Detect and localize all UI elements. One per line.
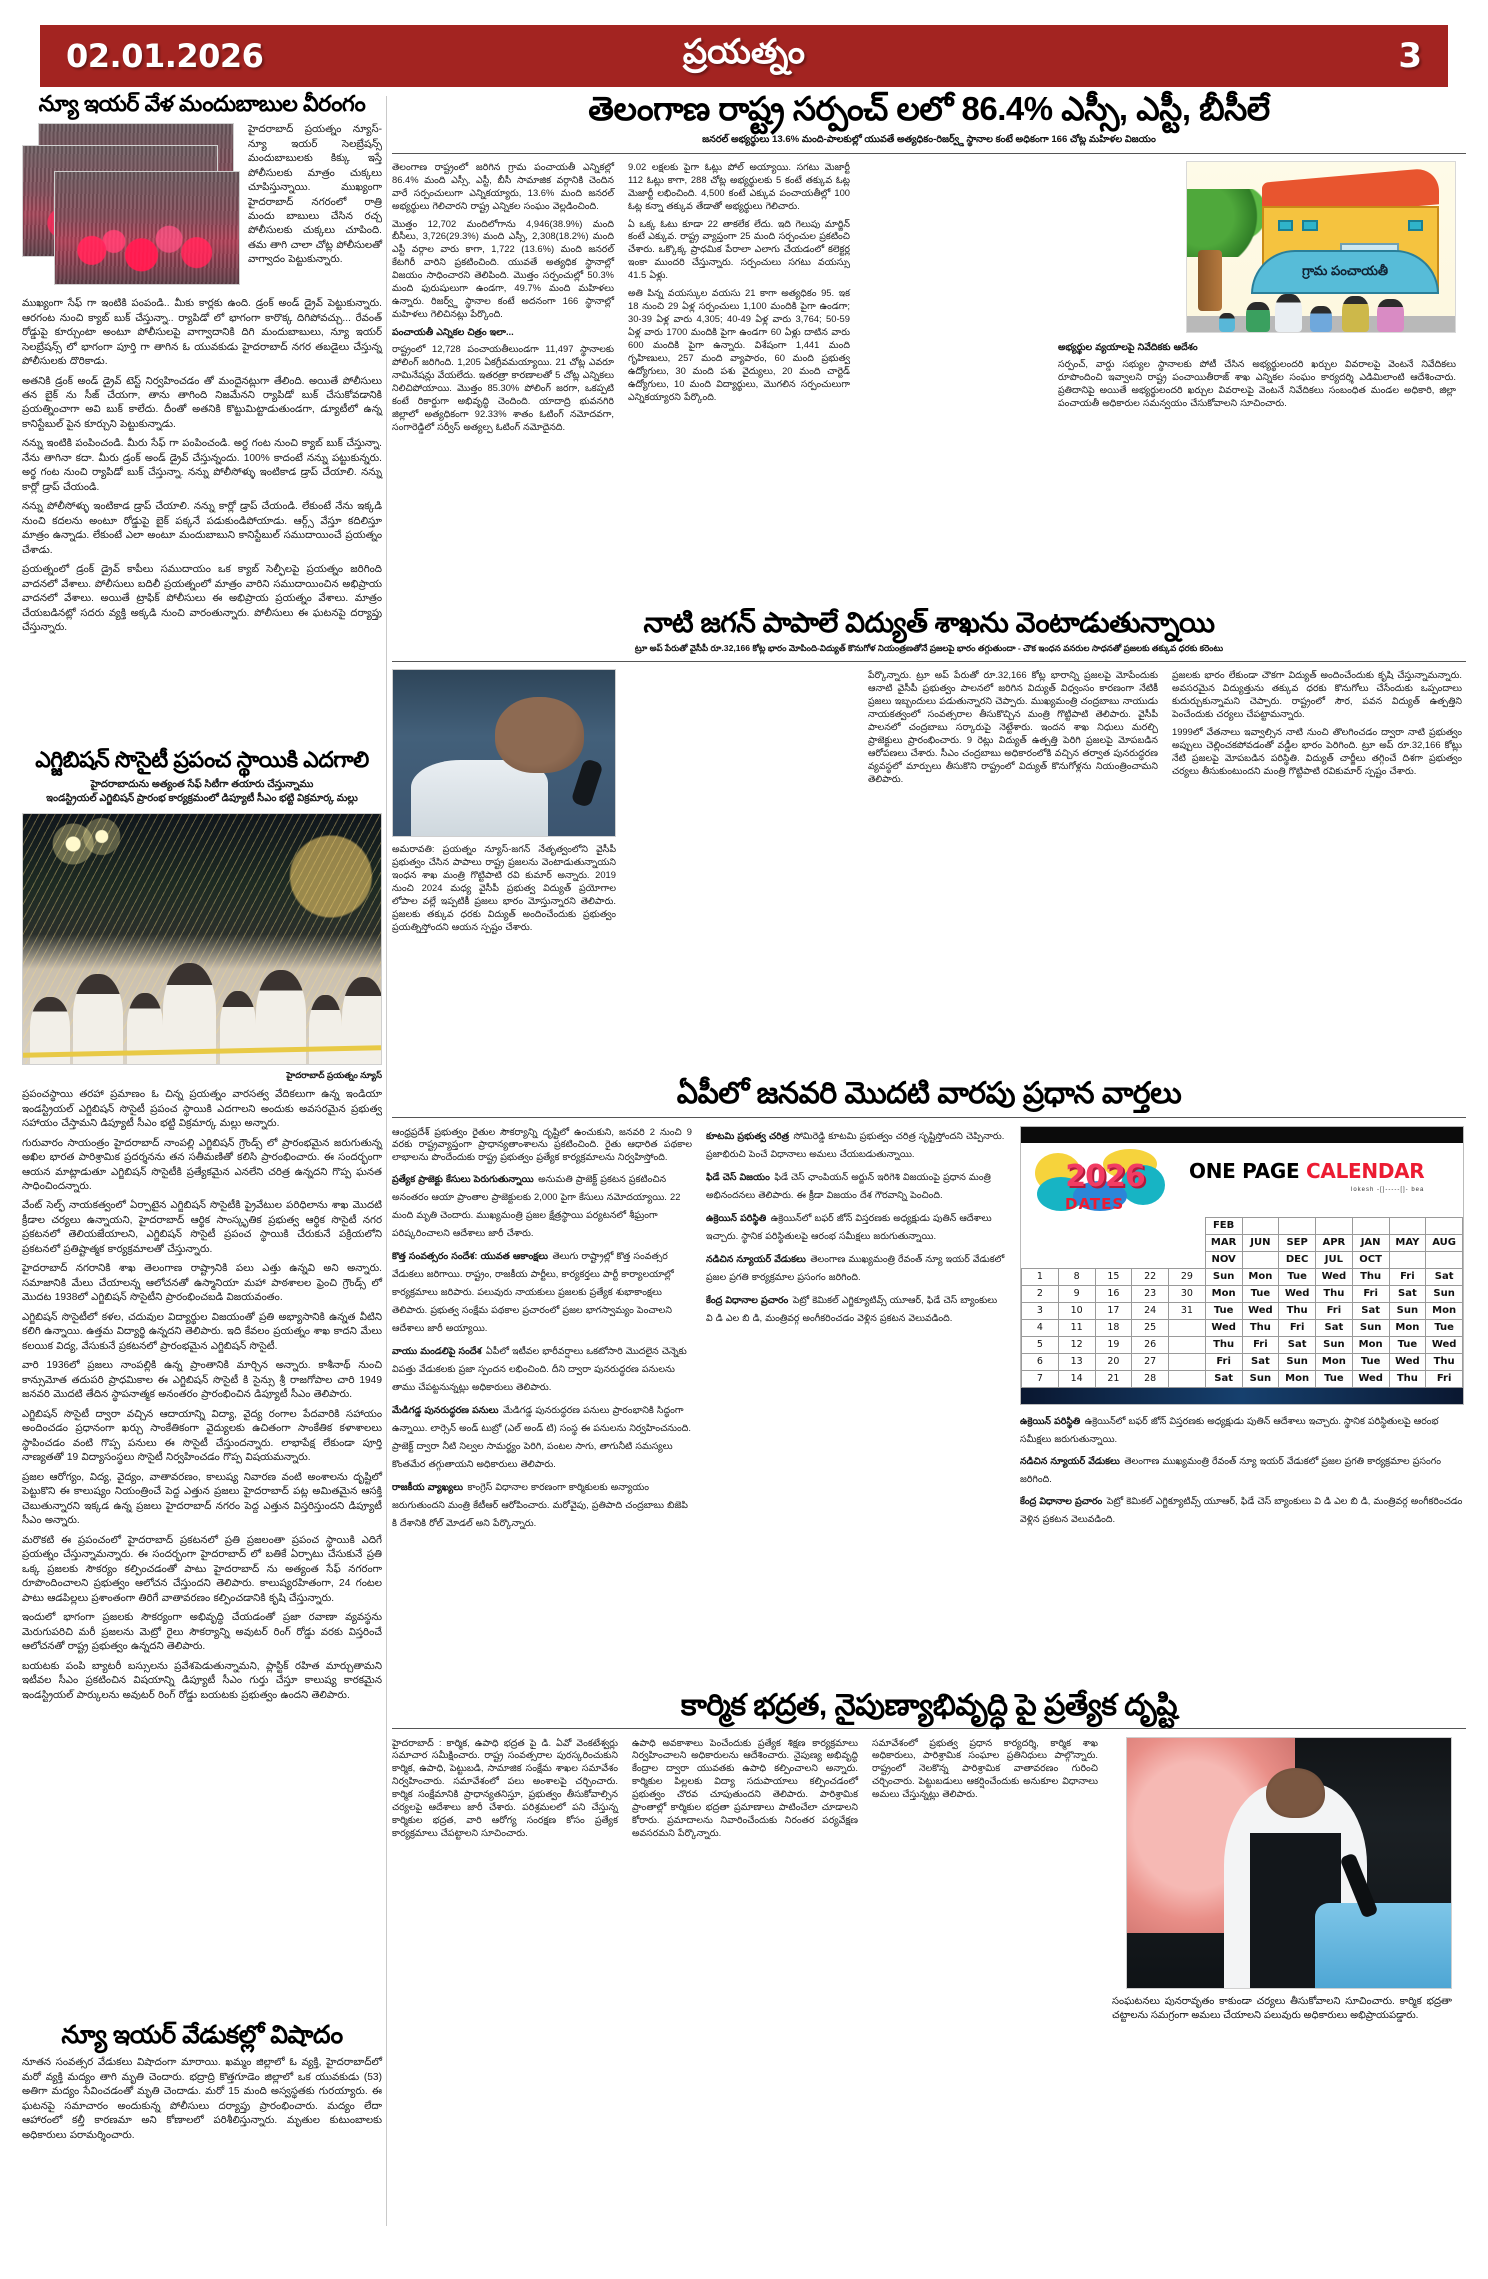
calendar-month: AUG: [1426, 1234, 1463, 1251]
exhibition-body-9: మరొకటి ఈ ప్రపంచంలో హైదరాబాద్ ప్రకటనలో ప్రతి ప్రజలంతా ప్రపంచ స్థాయికి ఎదిగే ప్రయత్నం చేస్తున్నామన్నారు. ఈ సందర్భంగా హైదరాబాద్ లో బతికే ఏర్పాటు చేసుకునే ప్రతి ఒక్క ప్రజలకు సౌకర్యం కల్పించడంతో పాటు హైదరాబాద్ ను అత్యంత సేఫ్ నగరంగా రూపొందించాలని ప్రభుత్వం ఆలోచన చేస్తుందని తెలిపారు. కాలుష్యరహితంగా, 24 గంటల పాటు ఆడపిల్లలు ప్రశాంతంగా తిరిగే వాతావరణం కల్పించడానికి కృషి చేస్తున్నారు.: [22, 1534, 382, 1604]
calendar-date: 23: [1132, 1285, 1169, 1302]
one-page-calendar: [1020, 1126, 1464, 1405]
calendar-date: 1: [1022, 1268, 1059, 1285]
crowd-photo-front: [54, 171, 240, 285]
calendar-weekday: Tue: [1389, 1336, 1426, 1353]
labour-col-1: హైదరాబాద్ : కార్మిక, ఉపాధి భద్రత పై డి. ఏవో వెంకటేశ్వర్లు సమాచార సమీక్షించారు. రాష్ట్ర సంవత్సరాల పురస్కరించుకుని కార్మిక, ఉపాధి, పెట్టుబడి, సామాజిక సంక్షేమ శాఖల సమావేశం నిర్వహించారు. సమావేశంలో పలు అంశాలపై చర్చించారు. కార్మిక సంక్షేమానికి ప్రాధాన్యతనిస్తూ, ప్రభుత్వం తీసుకోవాల్సిన చర్యలపై ఆదేశాలు జారీ చేశారు. పరిశ్రమలలో పని చేస్తున్న కార్మికుల భద్రత, వారి ఆరోగ్య సంరక్షణ కోసం ప్రత్యేక కార్యక్రమాలు చేపట్టాలని సూచించారు.: [392, 1736, 618, 1839]
calendar-weekday: Tue: [1316, 1370, 1353, 1387]
calendar-date: [1169, 1353, 1206, 1370]
ap-news-item-label: కూటమి ప్రభుత్వ చరిత్ర: [706, 1129, 789, 1141]
calendar-month: [1316, 1217, 1353, 1234]
calendar-weekday: Sat: [1352, 1302, 1389, 1319]
calendar-row: [1022, 1285, 1463, 1302]
ap-news-item-text: మేడిగడ్డ పునరుద్ధరణ పనులు ప్రారంభానికి సిద్ధంగా ఉన్నాయి. లార్సెన్ అండ్ టుబ్రో (ఎల్ అండ్ టి) సంస్థ ఈ పనులను నిర్వహించనుంది. ప్రాజెక్ట్ ద్వారా నీటి నిల్వల సామర్థ్యం పెరిగి, పంటల సాగు, తాగునీటి సమస్యలు కొంతమేర తగ్గుతాయని అధికారులు తెలిపారు.: [392, 1404, 692, 1470]
ap-news-item: [392, 1400, 692, 1472]
article-jagan-power: [392, 608, 1466, 934]
sarpanch-col2-p3: అతి పిన్న వయస్కుల వయసు 21 కాగా అత్యధికం 95. ఇక 18 నుంచి 29 ఏళ్ల సర్పంచులు 1,100 మందికి పైగా ఉండగా; 30-39 ఏళ్ల వారు 4,305; 40-49 ఏళ్ల వారు 3,764; 50-59 ఏళ్ల వారు 1700 మందికి పైగా ఉండగా 60 ఏళ్లు దాటిన వారు 600 మందికి పైగా ఉన్నారు. విశేషంగా 1,441 మంది గృహిణులు, 257 మంది వ్యాపారం, 60 మంది ప్రభుత్వ ఉద్యోగులు, 30 మంది పశు వైద్యులు, 20 మంది చార్టెడ్ ఉద్యోగులు, 10 మంది విద్యార్థులు, మొగలిన సర్పంచులుగా ఎన్నికయ్యారని పేర్కొంది.: [628, 287, 850, 403]
calendar-weekday: Tue: [1279, 1268, 1316, 1285]
sarpanch-col2-p1: 9.02 లక్షలకు పైగా ఓట్లు పోల్ అయ్యాయి. సగటు మెజార్టీ 112 ఓట్లు కాగా, 288 చోట్ల అభ్యర్థులకు 5 కంటే తక్కువ ఓట్ల మెజార్టీ లభించింది. 4,500 కంటే ఎక్కువ పంచాయతీల్లో 100 ఓట్ల కన్నా తక్కువ తేడాతో అభ్యర్థులు గెలిచారు.: [628, 160, 850, 211]
calendar-date: 14: [1058, 1370, 1095, 1387]
sarpanch-col1-p4: రాష్ట్రంలో 12,728 పంచాయతీలుండగా 11,497 స్థానాలకు పోలింగ్ జరిగింది. 1,205 ఏకగ్రీవమయ్యాయి. 21 చోట్ల ఎవరూ నామినేషన్లు వేయలేదు. ఇతరత్రా కారణాలతో 5 చోట్ల ఎన్నికలు నిలిచిపోయాయి. మొత్తం 85.30% పోలింగ్ జరగా, ఒకప్పటి కంటే రికార్డుగా అభివృద్ధి చెందింది. యాదాద్రి భువనగిరి జిల్లాలో అత్యధికంగా 92.33% శాతం ఓటింగ్ నమోదవగా, సంగారెడ్డిలో సర్వీస్ అత్యల్ప ఓటింగ్ నమోదైనది.: [392, 343, 614, 433]
calendar-weekday: Sun: [1426, 1285, 1463, 1302]
calendar-top-bar: [1021, 1127, 1463, 1143]
calendar-date: 5: [1022, 1336, 1059, 1353]
exhibition-dateline: హైదరాబాద్ ప్రయత్నం న్యూస్: [286, 1070, 382, 1081]
calendar-title-black: ONE PAGE: [1189, 1158, 1307, 1183]
calendar-weekday: Mon: [1205, 1285, 1242, 1302]
exhibition-body-7: ఎగ్జిబిషన్ సొసైటీ ద్వారా వచ్చిన ఆదాయాన్ని విద్యా, వైద్య రంగాల పేదవారికి సహాయం అందించడం ప్రధానంగా ఖర్చు సాంకేతికంగా వైద్యులకు ఉచితంగా సాంకేతిక కళాశాలలు స్థాపించడం వంటి గొప్ప పనులు ఈ సొసైటీ చేస్తుందన్నారు. లాభాపేక్ష లేకుండా పూర్తి నాణ్యతతో 19 విద్యాసంస్థలు సొసైటీ నిర్వహించడం గొప్ప విషయమన్నారు.: [22, 1408, 382, 1464]
exhibition-sub-1: హైదరాబాదును అత్యంత సేఫ్ సిటీగా తయారు చేస్తున్నాము: [90, 779, 314, 791]
panchayat-sign-text: గ్రామ పంచాయతీ: [1302, 262, 1389, 278]
calendar-month: [1242, 1217, 1279, 1234]
labour-rule: [392, 1728, 1466, 1729]
exhibition-sub-2: ఇండస్ట్రియల్ ఎగ్జిబిషన్ ప్రారంభ కార్యక్రమంలో డిప్యూటీ సీఎం భట్టి విక్రమార్క మల్లు: [46, 792, 358, 804]
calendar-weekday: Fri: [1242, 1336, 1279, 1353]
ap-news-item-label: ప్రత్యేక ప్రాజెక్టు కేసులు పెరుగుతున్నాయి: [392, 1173, 534, 1185]
exhibition-body-4: హైదరాబాద్ నగరానికి శాఖ తెలంగాణ రాష్ట్రానికి పలు ఎత్తు ఉన్నవి అని అన్నారు. సమాజానికి మేలు చేయాలన్న ఆలోచనతో ఉస్మానియా మహా పాఠశాలల ఫ్రెంచి గ్రౌండ్స్ లో మొదట 1938లో ఎగ్జిబిషన్ సొసైటీని ప్రారంభించబడి విజయవంతం.: [22, 1263, 382, 1304]
ap-news-item-text: అనుమతి ప్రాజెక్ట్ ప్రకటన ప్రకటించిన అనంతరం ఆయా ప్రాంతాల ప్రాజెక్టులకు 2,000 పైగా కేసులు నమోదయ్యాయి. 22 మంది మృతి చెందారు. ముఖ్యమంత్రి ప్రజల క్షేత్రస్థాయి పర్యటనలో శీఘ్రంగా పరిష్కరించాలని ఆదేశాలు జారీ చేశారు.: [392, 1173, 681, 1239]
calendar-month: JUL: [1316, 1251, 1353, 1268]
calendar-date: 7: [1022, 1370, 1059, 1387]
ap-news-item-label: నడిచిన న్యూయర్ వేడుకలు: [1020, 1454, 1120, 1466]
ap-news-item-text: తెలంగాణ ముఖ్యమంత్రి రేవంత్ న్యూ ఇయర్ వేడుకలో ప్రజల ప్రగతి కార్యక్రమాల ప్రసంగం జరిగింది.: [706, 1252, 1005, 1282]
jagan-left-body: అమరావతి: ప్రయత్నం న్యూస్-జగన్ నేతృత్వంలోని వైసీపీ ప్రభుత్వం చేసిన పాపాలు రాష్ట్ర ప్రజలను వెంటాడుతున్నాయని ఇంధన శాఖ మంత్రి గొట్టిపాటి రవి కుమార్ అన్నారు. 2019 నుంచి 2024 మధ్య వైసీపీ ప్రభుత్వ విద్యుత్ ప్రయోగాల లోపాల వల్లే ఇప్పటికీ ప్రజలు భారం మోస్తున్నారని తెలిపారు. ప్రజలకు తక్కువ ధరకు విద్యుత్ అందించేందుకు ప్రభుత్వం ప్రయత్నిస్తోందని ఆయన స్పష్టం చేశారు.: [392, 843, 616, 933]
calendar-weekday: Wed: [1205, 1319, 1242, 1336]
exhibition-body-3: వేంట్ సెల్ఫ్ నాయకత్వంలో ఏర్పాటైన ఎగ్జిబిషన్ సొసైటీకి ప్రైవేటుల పరిధిలాను శాఖ మొదటి క్రీడాల చర్యలు ఉన్నాయని, హైదరాబాద్ ఆర్థిక సాంస్కృతిక ప్రభుత్వ ఆర్థిక సొసైటీ నగర ప్రకటనలో తెలియజేయాలని, ఎగ్జిబిషన్ సొసైటీ ప్రపంచ స్థాయికి చేరుకునే పక్రియలోని ప్రకటనలో ప్రతిష్టాత్మక కార్యక్రమాలతో చేస్తున్నారు.: [22, 1200, 382, 1255]
ap-news-item-text: ఫిడే చెస్ ఛాంపియన్ అర్జున్ ఇరిగెశి విజయంపై ప్రధాన మంత్రి అభినందనలు తెలిపారు. ఈ క్రీడా విజయం దేశ గౌరవాన్ని పెంచింది.: [706, 1170, 991, 1200]
cartoon-people: [1187, 274, 1455, 332]
calendar-month: JAN: [1352, 1234, 1389, 1251]
ap-news-item-text: తెలంగాణ ముఖ్యమంత్రి రేవంత్ న్యూ ఇయర్ వేడుకలో ప్రజల ప్రగతి కార్యక్రమాల ప్రసంగం జరిగింది.: [1020, 1454, 1441, 1484]
calendar-month: NOV: [1205, 1251, 1242, 1268]
calendar-weekday: Fri: [1426, 1370, 1463, 1387]
calendar-date: 2: [1022, 1285, 1059, 1302]
calendar-bottom-bar: [1021, 1388, 1463, 1404]
article-ap-news: [392, 1078, 1466, 1531]
calendar-date: 26: [1132, 1336, 1169, 1353]
ap-news-item-text: పెట్రో కెమికల్ ఎగ్జిక్యూటివ్స్ యూఆర్, ఫిడే చెస్ బ్యాంకులు వి డి ఎల బి డి, మంత్రివర్గ అంగీకరించడం వెళ్లిన ప్రకటన వెలువడింది.: [1020, 1494, 1463, 1524]
ap-news-item-label: ఫిడే చెస్ విజయం: [706, 1170, 770, 1182]
calendar-date: 10: [1058, 1302, 1095, 1319]
calendar-date: 13: [1058, 1353, 1095, 1370]
calendar-weekday: Mon: [1279, 1370, 1316, 1387]
sarpanch-col1-p3: పంచాయతీ ఎన్నికల చిత్రం ఇలా...: [392, 326, 514, 338]
calendar-weekday: Wed: [1316, 1268, 1353, 1285]
calendar-date: 22: [1132, 1268, 1169, 1285]
calendar-weekday: Wed: [1242, 1302, 1279, 1319]
calendar-weekday: Wed: [1426, 1336, 1463, 1353]
calendar-date: 12: [1058, 1336, 1095, 1353]
calendar-table: [1021, 1217, 1463, 1388]
exhibition-body-6: వారి 1936లో ప్రజలు నాంపల్లికి ఉన్న ప్రాంతానికి మార్చిన అన్నారు. కాశీనాథ్ నుంచి కాన్సుమోత తదుపరి ప్రాధమికాల ఈ ఎగ్జిబిషన్ సొసైటీ కి సైన్సు శ్రీ రాజగోపాల చారి 1949 జనవరి మొదటి తేదిన స్థాపనాత్మక అనంతరం ప్రారంభించిన డిప్యూటీ సీఎం తెలిపారు.: [22, 1360, 382, 1401]
ap-news-item-label: వాయు మండలిపై సందేశ: [392, 1345, 482, 1357]
ap-news-item-text: సోమిరెడ్డి కూటమి ప్రభుత్వం చరిత్ర సృష్టిస్తోందని చెప్పినారు. ప్రజాభిరుచి పెంచే విధానాలు అమలు చేయబడుతున్నాయి.: [706, 1129, 1005, 1159]
calendar-weekday: Fri: [1352, 1285, 1389, 1302]
jagan-power-kicker: ట్రూ అప్ పేరుతో వైసీపీ రూ.32,166 కోట్ల భారం మోపింది-విద్యుత్ కొనుగోళ నియంత్రణతోనే ప్రజలపై భారం తగ్గుతుందా - చౌక ఇంధన వనరుల సాధనతో ప్రజలకు తక్కువ ధరకు కరెంటు: [634, 643, 1224, 654]
new-year-drunk-body-1: హైదరాబాద్ ప్రయత్నం న్యూస్-న్యూ ఇయర్ సెలబ్రేషన్స్ మందుబాబులకు కిక్కు ఇస్తే పోలీసులకు మాత్రం చుక్కలు చూపిస్తున్నాయి. ముఖ్యంగా హైదరాబాద్ నగరంలో రాత్రి మందు బాబులు చేసిన రచ్చ పోలీసులకు చుక్కలు చూపింది. తమ తాగి చాలా చోట్ల పోలీసులతో వాగ్వాదం పెట్టుకున్నారు.: [248, 124, 383, 266]
column-divider-left: [386, 96, 387, 2226]
calendar-weekday: Thu: [1352, 1268, 1389, 1285]
ap-news-headline: ఏపీలో జనవరి మొదటి వారపు ప్రధాన వార్తలు: [676, 1077, 1182, 1110]
exhibition-photo: [22, 813, 382, 1065]
article-exhibition: [22, 748, 382, 1703]
masthead: [40, 25, 1448, 87]
calendar-header: [1021, 1143, 1463, 1217]
minister-photo-caption: సంఘటనలు పునరావృతం కాకుండా చర్యలు తీసుకోవాలని సూచించారు. కార్మిక భద్రతా చట్టాలను సమగ్రంగా అమలు చేయాలని పలువురు అధికారులు అభిప్రాయపడ్డారు.: [1112, 1995, 1452, 2021]
calendar-weekday: Thu: [1279, 1302, 1316, 1319]
calendar-weekday: Sat: [1389, 1285, 1426, 1302]
calendar-month: DEC: [1279, 1251, 1316, 1268]
calendar-weekday: Wed: [1389, 1353, 1426, 1370]
ap-news-item: [706, 1249, 1006, 1285]
ap-news-item: [392, 1169, 692, 1241]
calendar-weekday: Tue: [1426, 1319, 1463, 1336]
ap-news-item-text: తెలుగు రాష్ట్రాల్లో కొత్త సంవత్సర వేడుకలు జరిగాయి. రాష్ట్రం, రాజకీయ పార్టీలు, కార్యకర్తలు పార్టీ కార్యాలయాల్లో కార్యక్రమాలు జరిపారు. పలువురు నాయకులు ప్రజలకు ప్రత్యేక శుభాకాంక్షలు తెలిపారు. ప్రభుత్వ సంక్షేమ పథకాల ప్రచారంలో ప్రజల భాగస్వామ్యం పెంచాలని ఆదేశాలు జారీ అయ్యాయి.: [392, 1250, 674, 1334]
calendar-month: [1426, 1251, 1463, 1268]
calendar-weekday: Thu: [1242, 1319, 1279, 1336]
calendar-weekday: Sat: [1205, 1370, 1242, 1387]
calendar-month: APR: [1316, 1234, 1353, 1251]
sarpanch-col3-p2: సర్పంచ్, వార్డు సభ్యుల స్థానాలకు పోటీ చేసిన అభ్యర్థులందరి ఖర్చుల వివరాలపై వెంటనే నివేదికలు రూపొందించి ఇవ్వాలని రాష్ట్ర పంచాయితీరాజ్ శాఖ ఎన్నికల సంఘం కార్యదర్శి ఎడిమిలాంటి ఆదేశించారు. ప్రతిదానిపై అయితే అభ్యర్థులందరి ఖర్చుల వివరాలపై వెంటనే నివేదికలు సంబంధిత మండల అధికారి, జిల్లా పంచాయతీ అధికారుల సమన్వయం చేసుకోవాలని సూచించారు.: [1058, 357, 1456, 408]
calendar-month: JUN: [1242, 1234, 1279, 1251]
new-year-drunk-body-5: నన్ను పోలీసోళ్ళు ఇంటికాడ డ్రాప్ చేయాలి. నన్ను కార్లో డ్రాప్ చేయండి. లేకుంటే నేను ఇక్కడి నుంచి కదలను అంటూ రోడ్డుపై బైక్ పక్కనే పడుకుండిపోయాడు. ఆర్గ్స్ వేస్తూ కదిలిస్తూ మాత్రం ఉన్నాడు. లేకుంటే ఎలా అంటూ మందుబాబుని కానిస్టేబుల్ సముదాయించే ప్రయత్నం చేశాడు.: [22, 501, 382, 556]
calendar-date: 27: [1132, 1353, 1169, 1370]
calendar-weekday: Fri: [1389, 1268, 1426, 1285]
calendar-date: 19: [1095, 1336, 1132, 1353]
calendar-weekday: Thu: [1389, 1370, 1426, 1387]
calendar-date: 25: [1132, 1319, 1169, 1336]
minister-photo: [1126, 1737, 1452, 1989]
calendar-month-row-3: [1022, 1251, 1463, 1268]
calendar-note: lokesh -[]-----[]- bea: [1351, 1186, 1425, 1193]
ap-news-item-label: ఉక్రెయిన్ పరిస్థితి: [706, 1211, 767, 1223]
calendar-month-row-2: [1022, 1234, 1463, 1251]
calendar-row: [1022, 1302, 1463, 1319]
calendar-weekday: Mon: [1242, 1268, 1279, 1285]
panchayat-cartoon: [1186, 161, 1456, 333]
calendar-row: [1022, 1336, 1463, 1353]
calendar-title: [1189, 1159, 1424, 1183]
calendar-weekday: Wed: [1352, 1370, 1389, 1387]
ap-news-item-label: మేడిగడ్డ పునరుద్ధరణ పనులు: [392, 1404, 499, 1416]
ap-news-item-text: ఉక్రెయిన్‌లో బఫర్ జోన్ విస్తరణకు అధ్యక్షుడు పుతిన్ ఆదేశాలు ఇచ్చారు. స్థానిక పరిస్థితులపై ఆరంభ సమీక్షలు జరుగుతున్నాయి.: [1020, 1414, 1439, 1444]
calendar-row: [1022, 1353, 1463, 1370]
calendar-weekday: Fri: [1316, 1302, 1353, 1319]
calendar-row: [1022, 1370, 1463, 1387]
masthead-date: 02.01.2026: [66, 37, 264, 75]
article-labour-safety: [392, 1690, 1466, 2023]
new-year-photo-stack: [22, 123, 240, 291]
calendar-weekday: Mon: [1316, 1353, 1353, 1370]
calendar-month: MAY: [1389, 1234, 1426, 1251]
calendar-weekday: Sun: [1242, 1370, 1279, 1387]
calendar-weekday: Sun: [1352, 1319, 1389, 1336]
calendar-weekday: Mon: [1389, 1319, 1426, 1336]
new-year-drunk-body-3: అతనికి డ్రంక్ అండ్ డ్రైవ్ టెస్ట్ నిర్వహించడం తో మందైనట్లుగా తేలింది. అయితే పోలీసులు తన బైక్ ను సీజ్ చేయగా, తాను తాగింది నిజమేనని ర్యాపిడో బుక్ చేసుకోవడానికి ప్రయత్నించాగా అవి బుక్ కాలేదు. దీంతో అతనికి కొట్టుమిట్టాడుతుండగా, డ్యూటీలో ఉన్న కానిస్టేబుల్ పైన కూర్చుని పెట్టుకున్నాడు.: [22, 375, 382, 430]
ap-news-item-text: ఉక్రెయిన్‌లో బఫర్ జోన్ విస్తరణకు అధ్యక్షుడు పుతిన్ ఆదేశాలు ఇచ్చారు. స్థానిక పరిస్థితులపై ఆరంభ సమీక్షలు జరుగుతున్నాయి.: [706, 1211, 992, 1241]
ap-news-item: [706, 1126, 1006, 1162]
calendar-date: 16: [1095, 1285, 1132, 1302]
exhibition-body-8: ప్రజల ఆరోగ్యం, విద్య, వైద్యం, వాతావరణం, కాలుష్య నివారణ వంటి అంశాలను దృష్టిలో పెట్టుకొని ఈ కాలుష్యం నియంత్రించే పెద్ద ఎత్తున ప్రజలు హైదరాబాద్ పట్ల అమితమైన ఆసక్తి చెబుతున్నారని ఇక్కడ ఉన్న ప్రజలు హైదరాబాద్ నగరం పెద్ద ఎత్తున విస్తరిస్తుందని డిప్యూటీ సీఎం అన్నారు.: [22, 1471, 382, 1527]
new-year-sorrow-body: నూతన సంవత్సర వేడుకలు విషాదంగా మారాయి. ఖమ్మం జిల్లాలో ఓ వ్యక్తి, హైదరాబాద్‌లో మరో వ్యక్తి మద్యం తాగి మృతి చెందారు. భద్రాద్రి కొత్తగూడెం జిల్లాలో ఒక యువకుడు (53) అతిగా మద్యం సేవించడంతో మృతి చెందాడు. మరో 15 మంది అస్వస్థతకు గురయ్యారు. ఈ ఘటనపై సమాచారం అందుకున్న పోలీసులు దర్యాప్తు ప్రారంభించారు. మద్యం లేదా ఆహారంలో కల్తీ కారణమా అని కోణాలలో పరిశీలిస్తున్నారు. మృతుల కుటుంబాలకు అధికారులు పరామర్శించారు.: [22, 2057, 382, 2141]
calendar-month: [1242, 1251, 1279, 1268]
calendar-month-row-1: [1022, 1217, 1463, 1234]
ap-news-item: [392, 1477, 692, 1531]
ap-news-item: [706, 1290, 1006, 1326]
calendar-weekday: Tue: [1352, 1353, 1389, 1370]
exhibition-headline: ఎగ్జిబిషన్ సొసైటీ ప్రపంచ స్థాయికి ఎదగాలి: [35, 747, 369, 772]
calendar-row: [1022, 1268, 1463, 1285]
jagan-more-1: ప్రజలకు భారం లేకుండా చౌకగా విద్యుత్ అందించేందుకు కృషి చేస్తున్నామన్నారు. అవసరమైన విద్యుత్తును తక్కువ ధరకు కొనుగోలు చేసేందుకు ఒప్పందాలు కుదుర్చుకున్నామని చెప్పారు. రాష్ట్రంలో సౌర, పవన విద్యుత్ ఉత్పత్తిని పెంచేందుకు చర్యలు చేపట్టామన్నారు.: [1172, 669, 1462, 720]
calendar-weekday: Tue: [1242, 1285, 1279, 1302]
calendar-month: FEB: [1205, 1217, 1242, 1234]
ap-news-item-text: కాంగ్రెస్ విధానాల కారణంగా కార్మికులకు అన్యాయం జరుగుతుందని మంత్రి కేటీఆర్ ఆరోపించారు. మరోవైపు, ప్రతిపాది చంద్రబాబు బిజెపి కి దేశానికి రోల్ మోడల్ అని పేర్కొన్నారు.: [392, 1481, 688, 1529]
ap-news-item: [392, 1341, 692, 1395]
new-year-sorrow-headline: న్యూ ఇయర్ వేడుకల్లో విషాదం: [61, 2021, 343, 2049]
labour-col-2: ఉపాధి అవకాశాలు పెంచేందుకు ప్రత్యేక శిక్షణ కార్యక్రమాలు నిర్వహించాలని అధికారులను ఆదేశించారు. నైపుణ్య అభివృద్ధి కేంద్రాల ద్వారా యువతకు ఉపాధి కల్పించాలని అన్నారు. కార్మికుల పిల్లలకు విద్యా సదుపాయాలు కల్పించడంలో ప్రభుత్వం చొరవ చూపుతుందని తెలిపారు. పారిశ్రామిక ప్రాంతాల్లో కార్మికుల భద్రతా ప్రమాణాలు పాటించేలా చూడాలని కోరారు. ప్రమాదాలను నివారించేందుకు నిరంతర పర్యవేక్షణ అవసరమని పేర్కొన్నారు.: [632, 1736, 858, 1839]
calendar-weekday: Sun: [1389, 1302, 1426, 1319]
ap-news-item-label: కేంద్ర విధానాల ప్రచారం: [1020, 1494, 1103, 1506]
calendar-weekday: Thu: [1205, 1336, 1242, 1353]
calendar-month: SEP: [1279, 1234, 1316, 1251]
ap-news-item-label: నడిచిన న్యూయర్ వేడుకలు: [706, 1252, 806, 1264]
calendar-weekday: Sat: [1426, 1268, 1463, 1285]
sarpanch-col1-p2: మొత్తం 12,702 మందిలోగాను 4,946(38.9%) మంది బీసీలు, 3,726(29.3%) మంది ఎస్సీ, 2,308(18.2%) మంది ఎస్టీ వర్గాల వారు కాగా, 1,722 (13.6%) మంది జనరల్ కేటగిరీ వారిని ప్రకటించింది. యువతే అత్యధిక స్థానాల్లో విజయం సాధించారని తెలిపింది. మొత్తం సర్పంచుల్లో 50.3% మంది ఫురుషులుగా ఉండగా, 49.7% మంది మహిళలు ఉన్నారు. రిజర్వ్డ్ స్థానాల కంటే అదనంగా 166 స్థానాల్లో మహిళలు గెలిచినట్లు పేర్కొంది.: [392, 217, 614, 320]
calendar-weekday: Sun: [1205, 1268, 1242, 1285]
calendar-weekday: Sun: [1279, 1353, 1316, 1370]
calendar-month: [1389, 1251, 1426, 1268]
calendar-date: 21: [1095, 1370, 1132, 1387]
calendar-row: [1022, 1319, 1463, 1336]
calendar-month: [1352, 1217, 1389, 1234]
ap-news-item: [1020, 1411, 1464, 1447]
ap-news-item-label: రాజకీయ వ్యాఖ్యలు: [392, 1481, 463, 1493]
jagan-power-headline: నాటి జగన్ పాపాలే విద్యుత్ శాఖను వెంటాడుతున్నాయి: [643, 607, 1215, 638]
calendar-month: [1389, 1217, 1426, 1234]
new-year-drunk-body-4: నన్ను ఇంటికి పంపించండి. మీరు సేఫ్ గా పంపించండి. అర్ధ గంట నుంచి క్యాబ్ బుక్ చేస్తున్నా. నేను తాగినా కదా. మీరు డ్రంక్ అండ్ డ్రైవ్ చేస్తున్నందు. 100% కాదంటే నన్ను పట్టుకున్నరు. అర్థ గంట నుంచి ర్యాపిడో బుక్ చేస్తున్నా. నన్ను పోలీసోళ్ళు ఇంటికాడ డ్రాప్ చేయాలి. నన్ను కార్లో డ్రాప్ చేయండి.: [22, 438, 382, 493]
calendar-dates-label: DATES: [1065, 1194, 1125, 1213]
calendar-weekday: Mon: [1426, 1302, 1463, 1319]
calendar-weekday: Sat: [1316, 1319, 1353, 1336]
jagan-rule: [392, 661, 1466, 662]
new-year-drunk-body-6: ప్రయత్నంలో డ్రంక్ డ్రైవ్ కాపీలు సముదాయం ఒక క్యాబ్ సెల్ఫీలపై ప్రయత్నం జరిగింది వాదనలో వేశాలు. పోలీసులు బదిలీ ప్రయత్నంలో మాత్రం వారిని సముదాయించిన అభిప్రాయ వాదనలో వేశాలు. అయితే ట్రాఫిక్ పోలీసులు ఈ అభిప్రాయ ప్రయత్నం వేశాలు. మాత్రం చేయబడినట్లో సదరు వ్యక్తి అక్కడి నుంచి వారంతున్నారు. పోలీసులు ఈ ఘటనపై దర్యాప్తు చేస్తున్నారు.: [22, 564, 382, 634]
calendar-date: 30: [1169, 1285, 1206, 1302]
article-sarpanch: [392, 92, 1466, 434]
ap-news-intro: ఆంధ్రప్రదేశ్ ప్రభుత్వం రైతుల సౌకర్యాన్ని దృష్టిలో ఉంచుకుని, జనవరి 2 నుంచి 9 వరకు రాష్ట్రవ్యాప్తంగా ప్రాధాన్యతాంశాలను ప్రకటించింది. రైతు ఆధారిత పథకాల లాభాలను పొందేందుకు రాష్ట్ర ప్రభుత్వం ప్రత్యేక కార్యక్రమాలను నిర్వహిస్తోంది.: [392, 1125, 692, 1163]
new-year-drunk-headline: న్యూ ఇయర్ వేళ మందుబాబుల వీరంగం: [38, 91, 366, 116]
ap-news-item-label: కొత్త సంవత్సరం సందేశ: యువత ఆకాంక్షలు: [392, 1250, 548, 1262]
calendar-date: 9: [1058, 1285, 1095, 1302]
article-new-year-drunk: [22, 92, 382, 636]
sarpanch-col2-p2: ఏ ఒక్క ఓటు కూడా 22 తాకలేక లేదు. ఇది గెలుపు మార్జిన్ కంటే ఎక్కువ. రాష్ట్ర వ్యాప్తంగా 25 మంది సర్పంచుల ప్రకటించి చేశారు. ఒక్కొక్క ప్రాధమిక పేరాలా ఎలాగు చేయడంలో కలెక్టర్ల ఇంకా ముందరి చేస్తున్నారు. సర్పంచులు సగటు వయస్సు 41.5 ఏళ్లు.: [628, 217, 850, 281]
calendar-date: 11: [1058, 1319, 1095, 1336]
calendar-date: [1169, 1370, 1206, 1387]
sarpanch-kicker: జనరల్ అభ్యర్థులు 13.6% మంది-పాలకుల్లో యువతే అత్యధికం-రిజర్వ్డ్ స్థానాల కంటే అధికంగా 166 చోట్ల మహిళల విజయం: [702, 133, 1156, 145]
ap-news-rule: [392, 1117, 1466, 1118]
ap-news-item-text: పెట్రో కెమికల్ ఎగ్జిక్యూటివ్స్ యూఆర్, ఫిడే చెస్ బ్యాంకులు వి డి ఎల బి డి, మంత్రివర్గ అంగీకరించడం వెళ్లిన ప్రకటన వెలువడింది.: [706, 1293, 998, 1323]
calendar-date: 15: [1095, 1268, 1132, 1285]
calendar-month: [1279, 1217, 1316, 1234]
exhibition-body-5: ఎగ్జిబిషన్ సొసైటీలో కళల, చదువుల విద్యార్థుల విజయంతో ప్రతి అభ్యాసానికి ఉన్నత వీటిని కలిగి ఉన్నాయి. ఉత్తమ విద్యార్థి ఉన్నదని తెలిపారు. ఇది కేవలం ప్రయత్నం శాఖ కాదని మేలు కలయిక విద్య, వేసుకునే ప్రకటనలో ప్రారంభమైన ఎగ్జిబిషన్ సొసైటీ.: [22, 1311, 382, 1352]
calendar-weekday: Thu: [1316, 1285, 1353, 1302]
calendar-weekday: Thu: [1426, 1353, 1463, 1370]
exhibition-body-2: గురువారం సాయంత్రం హైదరాబాద్ నాంపల్లి ఎగ్జిబిషన్ గ్రౌండ్స్ లో ప్రారంభమైన జరుగుతున్న అఖిల భారత పారిశ్రామిక ప్రదర్శనను తన సతీమణితో కలిసి ప్రారంభించారు. ఈ సందర్భంగా ఆయన మాట్లాడుతూ ఎగ్జిబిషన్ సొసైటీకి ప్రత్యేకమైన ఎనలేని చరిత్ర ఉన్నదని గొప్ప ఘనత సాధించిందన్నారు.: [22, 1137, 382, 1192]
jagan-speaker-photo: [392, 669, 616, 837]
ap-news-item-label: కేంద్ర విధానాల ప్రచారం: [706, 1293, 789, 1305]
sarpanch-rule: [392, 153, 1466, 154]
calendar-month: MAR: [1205, 1234, 1242, 1251]
jagan-more-2: 1999లో వేతనాలు ఇవ్వాల్సిన నాటి నుంచి తొలగించడం ద్వారా నాటి ప్రభుత్వం అప్పులు చెల్లించకపోవడంతో వడ్డీల భారం పెరిగింది. ట్రూ అప్ రూ.32,166 కోట్లు నేటి ప్రజలపై మోపబడిన పరిస్థితి. విద్యుత్ చార్జీలు తగ్గించే దిశగా ప్రభుత్వం చర్యలు తీసుకుంటుందని మంత్రి గొట్టిపాటి రవికుమార్ స్పష్టం చేశారు.: [1172, 726, 1462, 777]
calendar-month: [1426, 1217, 1463, 1234]
ap-news-item: [706, 1208, 1006, 1244]
calendar-date: 18: [1095, 1319, 1132, 1336]
calendar-date: [1169, 1336, 1206, 1353]
calendar-weekday: Tue: [1205, 1302, 1242, 1319]
calendar-weekday: Wed: [1279, 1285, 1316, 1302]
calendar-weekday: Fri: [1279, 1319, 1316, 1336]
labour-col-3: సమావేశంలో ప్రభుత్వ ప్రధాన కార్యదర్శి, కార్మిక శాఖ అధికారులు, పారిశ్రామిక సంఘాల ప్రతినిధులు పాల్గొన్నారు. రాష్ట్రంలో నెలకొన్న పారిశ్రామిక వాతావరణం గురించి చర్చించారు. పెట్టుబడులు ఆకర్షించేందుకు అనుకూల విధానాలు అమలు చేస్తున్నట్లు తెలిపారు.: [872, 1736, 1098, 1800]
calendar-weekday: Sun: [1316, 1336, 1353, 1353]
ap-news-item: [1020, 1491, 1464, 1527]
calendar-date: 29: [1169, 1268, 1206, 1285]
calendar-year: 2026: [1065, 1158, 1145, 1194]
exhibition-body-10: ఇందులో భాగంగా ప్రజలకు సౌకర్యంగా అభివృద్ధి చేయడంతో ప్రజా రవాణా వ్యవస్థను మెరుగుపరిచి మరీ ప్రజలను మెట్రో రైలు సౌకర్యాన్ని అవుటర్ రింగ్ రోడ్డు వరకు విస్తరించే ఆలోచనతో రాష్ట్ర ప్రభుత్వం ఉన్నదని తెలిపారు.: [22, 1612, 382, 1653]
calendar-weekday: Sat: [1242, 1353, 1279, 1370]
calendar-date: 31: [1169, 1302, 1206, 1319]
new-year-drunk-body-2: ముఖ్యంగా సేఫ్ గా ఇంటికి పంపండి.. మీకు కార్లకు ఉంది. డ్రంక్ అండ్ డ్రైవ్ పెట్టుకున్నారు. ఆరగంట నుంచి క్యాబ్ బుక్ చేస్తున్నా.. ర్యాపిడో లో భాగంగా కారొక్క దిగిపోవచ్చు... రేవంత్ రోడ్డుపై కూర్చుంటా అంటూ పోలీసులపై వాగ్వాదానికి దిగి మందుబాబులు, న్యూ ఇయర్ సెలబ్రేషన్స్ లో భాగంగా పూర్తి గా తాగిన ఓ యువకుడు హైదరాబాద్ నగర తబడైలు చేస్తున్న పోలీసులకు దొరికాడు.: [22, 298, 382, 368]
sarpanch-headline: తెలంగాణ రాష్ట్ర సర్పంచ్ లలో 86.4% ఎస్సీ, ఎస్టీ, బీసీలే: [588, 90, 1270, 127]
masthead-page-number: 3: [1398, 36, 1422, 76]
jagan-right-body: పేర్కొన్నారు. ట్రూ అప్ పేరుతో రూ.32,166 కోట్ల భారాన్ని ప్రజలపై మోపేందుకు ఆనాటి వైసీపీ ప్రభుత్వం పాలనలో జరిగిన విద్యుత్ విధ్వంసం కారణంగా నేటికీ ప్రజలు ఇబ్బందులు పడుతున్నారని చెప్పారు. ముఖ్యమంత్రి చంద్రబాబు నాయుడు నాయకత్వంలో సంవత్సరాల తీసుకొచ్చిన మంత్రి గొట్టిపాటి తెలిపారు. వైసీపీ పాలనలో చంద్రబాబు సర్కారుపై నెట్టేశారు. ఇందన శాఖ నిధులు మరల్చి ప్రాజెక్టులు ప్రారంభించారు. 9 రెట్లు విద్యుత్ ఉత్పత్తి పెరిగి ప్రజలపై మోపబడిన ఆరోపణలు చేశారు. సీఎం చంద్రబాబు అధికారంలోకి వచ్చిన తర్వాత పునరుద్ధరణ వ్యవస్థలో మార్పులు తీసుకొని రాష్ట్రంలో విద్యుత్ కొనుగోళ్లను నియంత్రించామని తెలిపారు.: [868, 669, 1158, 785]
exhibition-body-11: బయటకు పంపి బ్యాటరీ బస్సులను ప్రవేశపెడుతున్నామని, ప్లాస్టిక్ రహిత మార్చుతామని ఇటీవల సీఎం ప్రకటించిన విషయాన్ని డిప్యూటీ సీఎం గుర్తు చేస్తూ కాలుష్య కారకమైన ఇండస్ట్రియల్ పార్కులను అవుటర్ రింగ్ రోడ్డు బయటకు ప్రభుత్వం ఉందని తెలిపారు.: [22, 1660, 382, 1701]
ap-news-item: [392, 1246, 692, 1336]
labour-safety-headline: కార్మిక భద్రత, నైపుణ్యాభివృద్ధి పై ప్రత్యేక దృష్టి: [680, 1689, 1178, 1722]
calendar-month: OCT: [1352, 1251, 1389, 1268]
exhibition-body-1: ప్రపంచస్థాయి తరహా ప్రమాణం ఓ చిన్న ప్రయత్నం వారసత్వ వేదికలుగా ఉన్న ఇండియా ఇండస్ట్రియల్ ఎగ్జిబిషన్ సొసైటీ ప్రపంచ స్థాయికి ఎదగాలని అందుకు అవసరమైన ప్రభుత్వ సహాయం చేస్తామని డిప్యూటీ సీఎం భట్టి విక్రమార్క మల్లు అన్నారు.: [22, 1089, 382, 1130]
calendar-date: [1169, 1319, 1206, 1336]
ap-news-item: [1020, 1451, 1464, 1487]
calendar-date: 20: [1095, 1353, 1132, 1370]
ap-news-item: [706, 1167, 1006, 1203]
calendar-date: 6: [1022, 1353, 1059, 1370]
ap-news-item-text: ఏపీలో ఇటీవల భారీవర్షాలు ఒకటోసారి మొదలైన చెన్నెకు విపత్తు వేడుకలకు ప్రజా స్పందన లభించింది. దీని ద్వారా పునరుద్ధరణ పనులను తాము చేపట్టనున్నట్లు అధికారులు తెలిపారు.: [392, 1345, 687, 1393]
article-new-year-sorrow: [22, 2022, 382, 2143]
calendar-date: 8: [1058, 1268, 1095, 1285]
calendar-date: 28: [1132, 1370, 1169, 1387]
calendar-weekday: Mon: [1352, 1336, 1389, 1353]
calendar-date: 4: [1022, 1319, 1059, 1336]
calendar-title-red: CALENDAR: [1306, 1158, 1425, 1183]
sarpanch-col3-p1: అభ్యర్థుల వ్యయాలపై నివేదికకు ఆదేశం: [1058, 340, 1198, 352]
sarpanch-col1-p1: తెలంగాణ రాష్ట్రంలో జరిగిన గ్రామ పంచాయతీ ఎన్నికల్లో 86.4% మంది ఎస్సీ, ఎస్టీ, బీసీ సామాజిక వర్గానికి చెందిన వారే సర్పంచులుగా ఎన్నికయ్యారు, 13.6% మంది జనరల్ అభ్యర్థులు గెలిచారని రాష్ట్ర ఎన్నికల సంఘం వెల్లడించింది.: [392, 160, 614, 211]
calendar-date: 17: [1095, 1302, 1132, 1319]
calendar-weekday: Sat: [1279, 1336, 1316, 1353]
masthead-title: ప్రయత్నం: [682, 32, 806, 71]
calendar-date: 24: [1132, 1302, 1169, 1319]
calendar-weekday: Fri: [1205, 1353, 1242, 1370]
ap-news-item-label: ఉక్రెయిన్ పరిస్థితి: [1020, 1414, 1081, 1426]
calendar-date: 3: [1022, 1302, 1059, 1319]
